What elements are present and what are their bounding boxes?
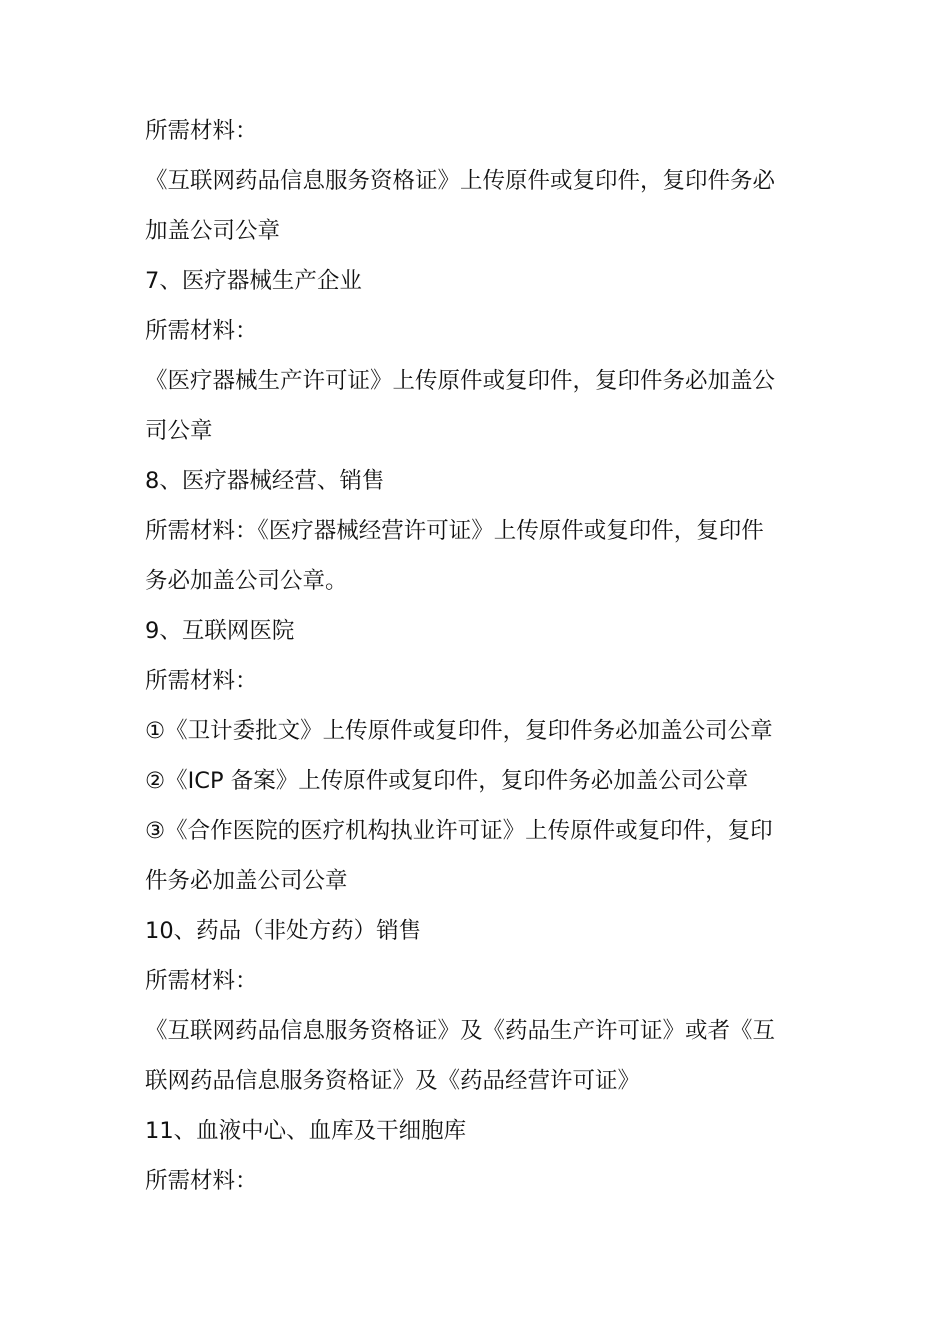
paragraph-line: 《互联网药品信息服务资格证》上传原件或复印件，复印件务必	[145, 168, 776, 194]
paragraph-line: 所需材料：《医疗器械经营许可证》上传原件或复印件，复印件	[145, 518, 764, 544]
document-body	[145, 106, 810, 1206]
materials-label: 所需材料：	[145, 968, 258, 994]
section-heading-10: 10、药品（非处方药）销售	[145, 918, 422, 944]
materials-label: 所需材料：	[145, 1168, 258, 1194]
list-item: ②《ICP 备案》上传原件或复印件，复印件务必加盖公司公章	[145, 768, 749, 794]
paragraph-line: 《医疗器械生产许可证》上传原件或复印件，复印件务必加盖公	[145, 368, 776, 394]
list-item: ③《合作医院的医疗机构执业许可证》上传原件或复印件，复印	[145, 818, 773, 844]
paragraph-line: 加盖公司公章	[145, 218, 281, 244]
materials-label: 所需材料：	[145, 318, 258, 344]
paragraph-line: 《互联网药品信息服务资格证》及《药品生产许可证》或者《互	[145, 1018, 776, 1044]
section-heading-7: 7、医疗器械生产企业	[145, 268, 362, 294]
paragraph-line: 联网药品信息服务资格证》及《药品经营许可证》	[145, 1068, 641, 1094]
paragraph-line: 务必加盖公司公章。	[145, 568, 348, 594]
materials-label: 所需材料：	[145, 118, 258, 144]
list-item: ①《卫计委批文》上传原件或复印件，复印件务必加盖公司公章	[145, 718, 773, 744]
section-heading-11: 11、血液中心、血库及干细胞库	[145, 1118, 467, 1144]
paragraph-line: 件务必加盖公司公章	[145, 868, 348, 894]
section-heading-9: 9、互联网医院	[145, 618, 295, 644]
paragraph-line: 司公章	[145, 418, 213, 444]
materials-label: 所需材料：	[145, 668, 258, 694]
section-heading-8: 8、医疗器械经营、销售	[145, 468, 385, 494]
